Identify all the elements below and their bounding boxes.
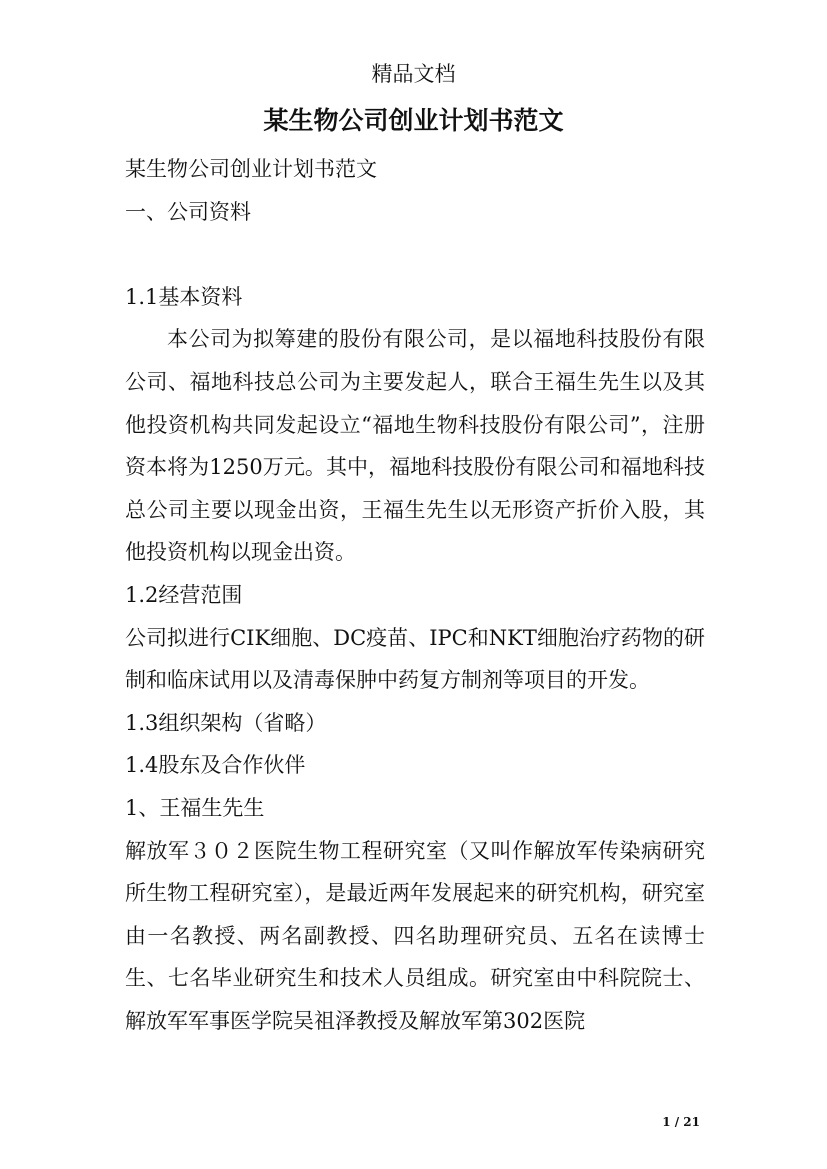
subsection-heading-business-scope: 1.2经营范围	[125, 582, 243, 607]
blank-line	[125, 233, 705, 276]
paragraph-lab-description: 解放军３０２医院生物工程研究室（又叫作解放军传染病研究所生物工程研究室），是最近两年发展起来的研究机构，研究室由一名教授、两名副教授、四名助理研究员、五名在读博士生、七名毕业研究生和技术人员组成。研究室由中科院院士、解放军军事医学院吴祖泽教授及解放军第302医院	[125, 838, 705, 1033]
subsection-heading-basic-info: 1.1基本资料	[125, 284, 243, 309]
list-item-heading-wang: 1、王福生先生	[125, 795, 265, 820]
paragraph-subtitle: 某生物公司创业计划书范文	[125, 157, 377, 181]
document-body	[125, 148, 705, 1042]
document-title: 某生物公司创业计划书范文	[263, 106, 564, 135]
page-number: 1 / 21	[662, 1115, 700, 1129]
subsection-heading-shareholders: 1.4股东及合作伙伴	[125, 753, 306, 778]
paragraph-business-scope: 公司拟进行CIK细胞、DC疫苗、IPC和NKT细胞治疗药物的研制和临床试用以及清毒保肿中药复方制剂等项目的开发。	[125, 625, 705, 693]
section-heading-company-info: 一、公司资料	[125, 199, 251, 224]
subsection-heading-org-structure: 1.3组织架构（省略）	[125, 710, 327, 735]
page-header: 精品文档	[371, 62, 456, 86]
paragraph-basic-info: 本公司为拟筹建的股份有限公司，是以福地科技股份有限公司、福地科技总公司为主要发起人，联合王福生先生以及其他投资机构共同发起设立“福地生物科技股份有限公司”，注册资本将为1250万元。其中，福地科技股份有限公司和福地科技总公司主要以现金出资，王福生先生以无形资产折价入股，其他投资机构以现金出资。	[125, 327, 705, 565]
